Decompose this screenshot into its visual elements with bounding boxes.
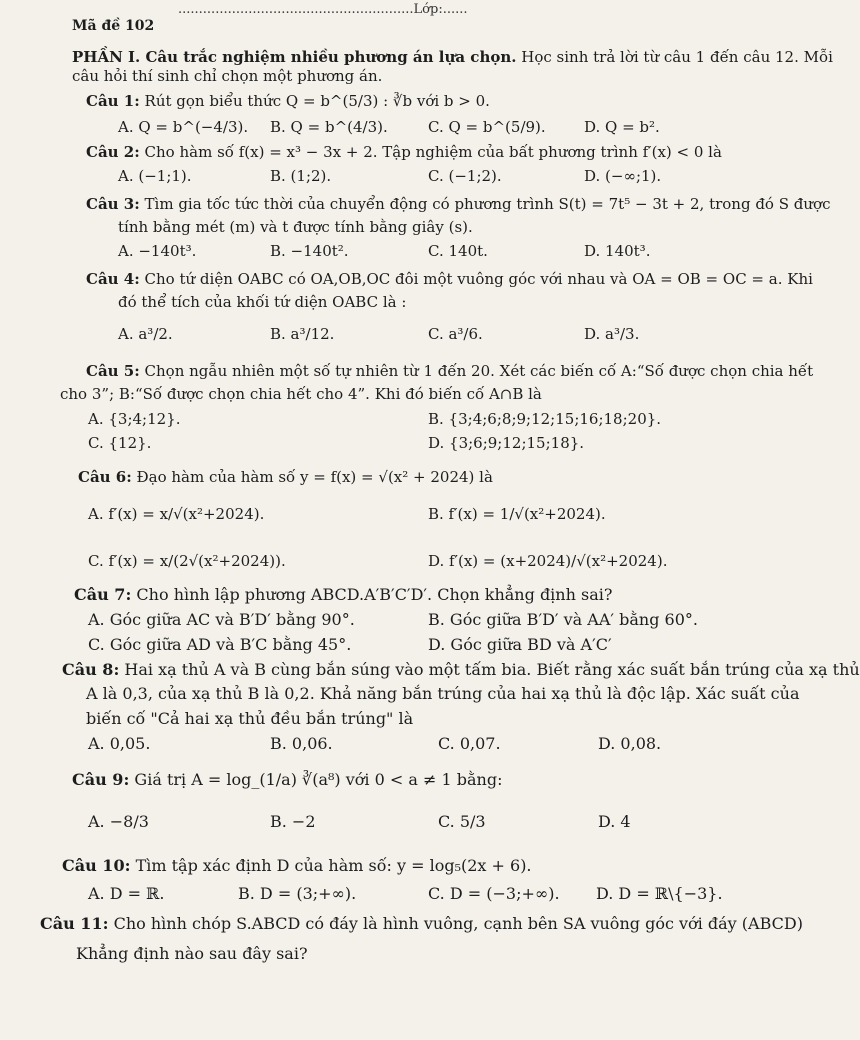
option-d[interactable]: D. f′(x) = (x+2024)/√(x²+2024). <box>428 552 668 570</box>
question-3 <box>86 195 830 213</box>
option-d[interactable]: D. 0,08. <box>598 734 662 753</box>
option-c[interactable]: C. {12}. <box>88 434 152 452</box>
option-d[interactable]: D. Góc giữa BD và A′C′ <box>428 635 612 654</box>
option-c[interactable]: C. Q = b^(5/9). <box>428 118 546 136</box>
option-b[interactable]: B. Góc giữa B′D′ và AA′ bằng 60°. <box>428 610 698 629</box>
option-d[interactable]: D. D = ℝ\{−3}. <box>596 884 723 903</box>
question-label: Câu 9: <box>72 770 130 789</box>
option-c[interactable]: C. Góc giữa AD và B′C bằng 45°. <box>88 635 352 654</box>
option-a[interactable]: A. {3;4;12}. <box>88 410 181 428</box>
question-text: Tìm gia tốc tức thời của chuyển động có phương trình S(t) = 7t⁵ − 3t + 2, trong đó S được <box>139 195 831 213</box>
question-text: Rút gọn biểu thức Q = b^(5/3) : ∛b với b > 0. <box>139 92 490 110</box>
option-b[interactable]: B. −2 <box>270 812 316 831</box>
option-b[interactable]: B. (1;2). <box>270 167 332 185</box>
option-d[interactable]: D. a³/3. <box>584 325 640 343</box>
question-label: Câu 10: <box>62 856 131 875</box>
question-label: Câu 1: <box>86 92 140 110</box>
question-text: Chọn ngẫu nhiên một số tự nhiên từ 1 đến 20. Xét các biến cố A:“Số được chọn chia hết <box>139 362 814 380</box>
question-5 <box>86 362 813 380</box>
question-4 <box>86 270 813 288</box>
option-c[interactable]: C. D = (−3;+∞). <box>428 884 560 903</box>
question-3-line-2: tính bằng mét (m) và t được tính bằng giây (s). <box>118 218 473 236</box>
section-intro-text: Học sinh trả lời từ câu 1 đến câu 12. Mỗi <box>516 48 833 66</box>
question-7 <box>74 585 612 604</box>
option-c[interactable]: C. 140t. <box>428 242 488 260</box>
question-9 <box>72 770 503 789</box>
question-1 <box>86 92 490 110</box>
question-4-line-2: đó thể tích của khối tứ diện OABC là : <box>118 293 407 311</box>
question-2 <box>86 143 722 161</box>
question-label: Câu 2: <box>86 143 140 161</box>
question-text: Cho tứ diện OABC có OA,OB,OC đôi một vuông góc với nhau và OA = OB = OC = a. Khi <box>139 270 813 288</box>
option-a[interactable]: A. (−1;1). <box>118 167 192 185</box>
option-c[interactable]: C. a³/6. <box>428 325 483 343</box>
option-b[interactable]: B. a³/12. <box>270 325 335 343</box>
option-a[interactable]: A. D = ℝ. <box>88 884 165 903</box>
option-a[interactable]: A. Q = b^(−4/3). <box>118 118 249 136</box>
option-d[interactable]: D. {3;6;9;12;15;18}. <box>428 434 585 452</box>
option-b[interactable]: B. −140t². <box>270 242 349 260</box>
question-text: Cho hình lập phương ABCD.A′B′C′D′. Chọn khẳng định sai? <box>131 585 613 604</box>
option-b[interactable]: B. Q = b^(4/3). <box>270 118 388 136</box>
option-a[interactable]: A. 0,05. <box>88 734 151 753</box>
section-intro-2: câu hỏi thí sinh chỉ chọn một phương án. <box>72 67 383 85</box>
option-c[interactable]: C. f′(x) = x/(2√(x²+2024)). <box>88 552 286 570</box>
question-5-line-2: cho 3”; B:“Số được chọn chia hết cho 4”. Khi đó biến cố A∩B là <box>60 385 542 403</box>
option-d[interactable]: D. 140t³. <box>584 242 651 260</box>
question-label: Câu 3: <box>86 195 140 213</box>
option-a[interactable]: A. a³/2. <box>118 325 173 343</box>
question-label: Câu 4: <box>86 270 140 288</box>
exam-code: Mã đề 102 <box>72 18 155 34</box>
option-a[interactable]: A. −8/3 <box>88 812 149 831</box>
question-label: Câu 8: <box>62 660 120 679</box>
option-a[interactable]: A. f′(x) = x/√(x²+2024). <box>88 505 265 523</box>
question-8-line-2: A là 0,3, của xạ thủ B là 0,2. Khả năng bắn trúng của hai xạ thủ là độc lập. Xác suất của <box>86 684 800 703</box>
section-title: PHẦN I. Câu trắc nghiệm nhiều phương án lựa chọn. <box>72 48 517 66</box>
question-11 <box>40 914 803 933</box>
option-b[interactable]: B. f′(x) = 1/√(x²+2024). <box>428 505 606 523</box>
question-label: Câu 11: <box>40 914 109 933</box>
question-label: Câu 6: <box>78 468 132 486</box>
question-text: Đạo hàm của hàm số y = f(x) = √(x² + 2024) là <box>131 468 493 486</box>
question-text: Giá trị A = log_(1/a) ∛(a⁸) với 0 < a ≠ 1 bằng: <box>129 770 503 789</box>
option-a[interactable]: A. −140t³. <box>118 242 197 260</box>
question-8 <box>62 660 860 679</box>
option-d[interactable]: D. (−∞;1). <box>584 167 662 185</box>
question-text: Cho hình chóp S.ABCD có đáy là hình vuông, cạnh bên SA vuông góc với đáy (ABCD) <box>108 914 803 933</box>
question-11-line-2: Khẳng định nào sau đây sai? <box>76 944 308 963</box>
question-8-line-3: biến cố "Cả hai xạ thủ đều bắn trúng" là <box>86 709 414 728</box>
option-d[interactable]: D. 4 <box>598 812 631 831</box>
option-c[interactable]: C. 5/3 <box>438 812 486 831</box>
option-c[interactable]: C. 0,07. <box>438 734 501 753</box>
question-label: Câu 7: <box>74 585 132 604</box>
question-10 <box>62 856 532 875</box>
option-b[interactable]: B. 0,06. <box>270 734 333 753</box>
question-text: Cho hàm số f(x) = x³ − 3x + 2. Tập nghiệm của bất phương trình f′(x) < 0 là <box>139 143 722 161</box>
option-a[interactable]: A. Góc giữa AC và B′D′ bằng 90°. <box>88 610 355 629</box>
class-line: .........................................................Lớp:...... <box>178 2 468 17</box>
option-c[interactable]: C. (−1;2). <box>428 167 502 185</box>
option-d[interactable]: D. Q = b². <box>584 118 660 136</box>
option-b[interactable]: B. {3;4;6;8;9;12;15;16;18;20}. <box>428 410 662 428</box>
question-6 <box>78 468 493 486</box>
section-intro <box>72 48 833 66</box>
question-label: Câu 5: <box>86 362 140 380</box>
option-b[interactable]: B. D = (3;+∞). <box>238 884 357 903</box>
question-text: Hai xạ thủ A và B cùng bắn súng vào một tấm bia. Biết rằng xác suất bắn trúng của xạ thủ <box>119 660 860 679</box>
question-text: Tìm tập xác định D của hàm số: y = log₅(2x + 6). <box>130 856 532 875</box>
